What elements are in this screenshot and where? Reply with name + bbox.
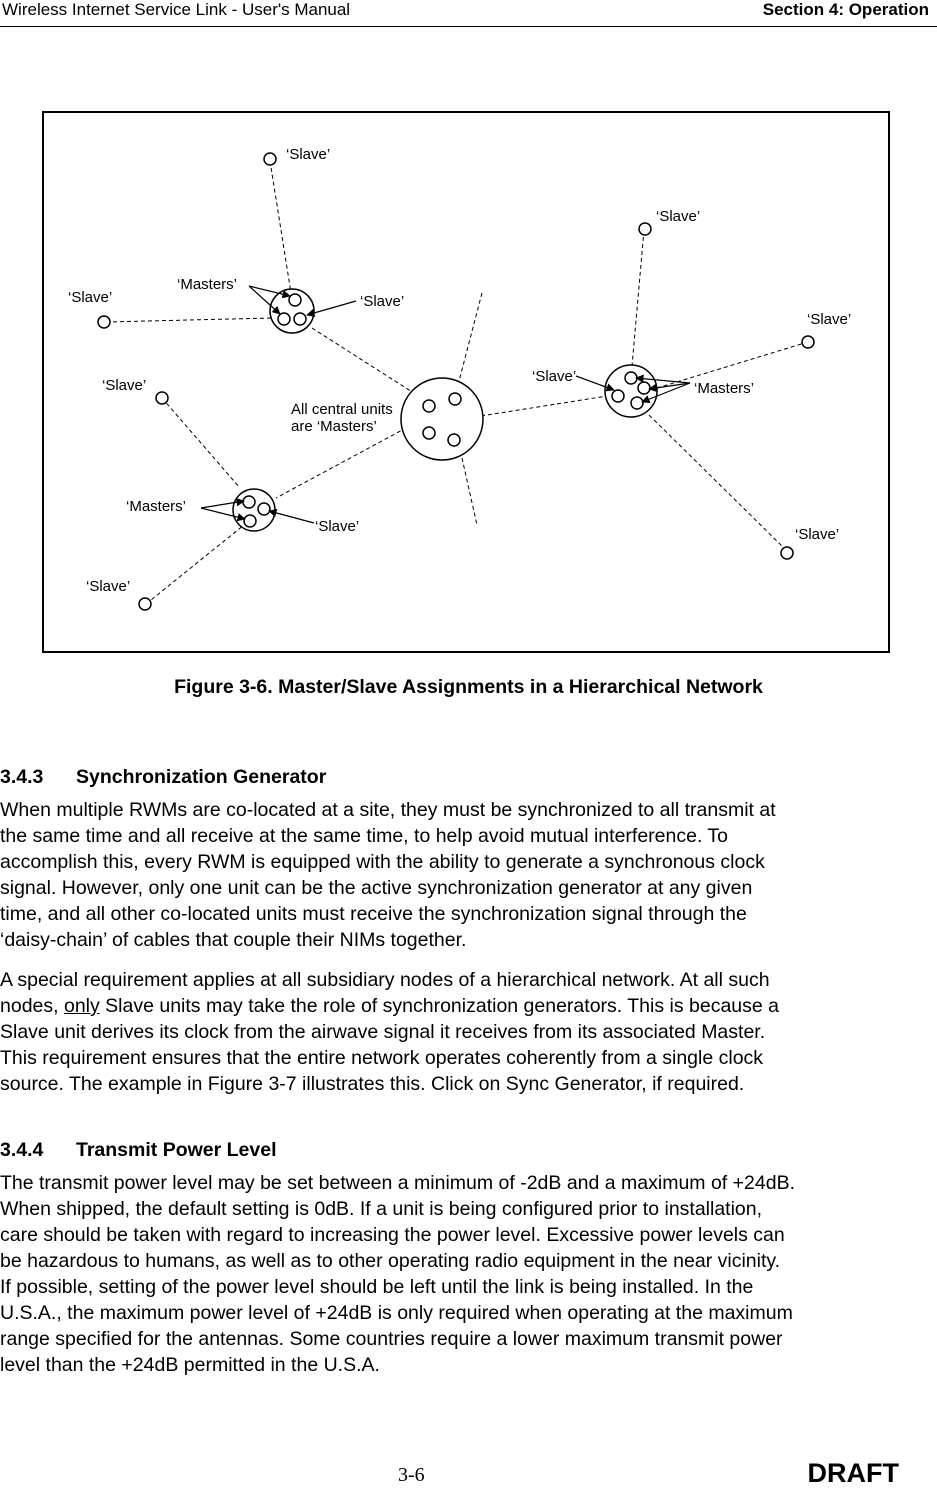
section-heading-sync: [0, 766, 326, 789]
text-line: This requirement ensures that the entire network operates coherently from a single clock: [0, 1047, 764, 1069]
text-line: When shipped, the default setting is 0dB. If a unit is being configured prior to installation,: [0, 1198, 763, 1220]
text-line: be hazardous to humans, as well as to other operating radio equipment in the near vicinity.: [0, 1250, 781, 1272]
label-central-line2: are ‘Masters’: [291, 418, 377, 435]
link-node-b-slave-bottom: [649, 415, 787, 551]
hub-node-c: [233, 489, 275, 531]
text-line: accomplish this, every RWM is equipped with the ability to generate a synchronous clock: [0, 851, 765, 873]
section-number: 3.4.3: [0, 766, 44, 788]
slave-unit-bottom-left: [139, 598, 151, 610]
header-section: Section 4: Operation: [762, 0, 929, 19]
arrow-slave-c: [269, 511, 314, 523]
label-slave-left: ‘Slave’: [68, 289, 113, 306]
text-line: The transmit power level may be set between a minimum of -2dB and a maximum of +24dB.: [0, 1172, 795, 1194]
label-slave-node-a: ‘Slave’: [360, 293, 405, 310]
section-title: Transmit Power Level: [76, 1139, 277, 1161]
label-slave-node-b: ‘Slave’: [532, 368, 577, 385]
slave-unit-left-lower: [156, 392, 168, 404]
hub-node-b: [605, 365, 657, 417]
label-slave-bottom-left: ‘Slave’: [86, 578, 131, 595]
text-line: signal. However, only one unit can be the active synchronization generator at any given: [0, 877, 753, 899]
text-run: Slave units may take the role of synchronization generators. This is because a: [99, 995, 780, 1017]
text-line: the same time and all receive at the same time, to help avoid mutual interference. To: [0, 825, 729, 847]
text-line: range specified for the antennas. Some countries require a lower maximum transmit power: [0, 1328, 783, 1350]
text-line: source. The example in Figure 3-7 illustrates this. Click on Sync Generator, if required.: [0, 1073, 745, 1095]
label-slave-node-c: ‘Slave’: [315, 518, 360, 535]
section-title: Synchronization Generator: [76, 766, 327, 788]
network-diagram: [42, 111, 890, 653]
text-run: nodes,: [0, 995, 64, 1017]
label-slave-left-lower: ‘Slave’: [102, 377, 147, 394]
link-center-lower: [462, 458, 477, 525]
text-line: Slave unit derives its clock from the airwave signal it receives from its associated Master.: [0, 1021, 766, 1043]
text-line: level than the +24dB permitted in the U.S.A.: [0, 1354, 380, 1376]
label-masters-a: ‘Masters’: [177, 276, 238, 293]
text-line: care should be taken with regard to increasing the power level. Excessive power levels can: [0, 1224, 785, 1246]
text-line: If possible, setting of the power level should be left until the link is being installed. In the: [0, 1276, 754, 1298]
link-left-slave: [106, 318, 272, 322]
label-slave-right-top: ‘Slave’: [656, 208, 701, 225]
label-slave-top: ‘Slave’: [286, 146, 331, 163]
label-masters-c: ‘Masters’: [126, 498, 187, 515]
hub-central: [401, 378, 483, 460]
link-node-a-center: [312, 328, 420, 397]
section-heading-power: [0, 1139, 277, 1162]
label-slave-right: ‘Slave’: [807, 311, 852, 328]
underlined-word: only: [63, 995, 100, 1017]
slave-unit-right: [802, 336, 814, 348]
header-title: Wireless Internet Service Link - User's Manual: [2, 0, 351, 19]
label-slave-right-bottom: ‘Slave’: [795, 526, 840, 543]
paragraph-sync-1: [0, 797, 937, 953]
text-line: time, and all other co-located units must receive the synchronization signal through the: [0, 903, 747, 925]
text-line: [0, 993, 937, 1019]
header-rule: [0, 26, 937, 27]
text-line: When multiple RWMs are co-located at a site, they must be synchronized to all transmit at: [0, 799, 776, 821]
label-central-line1: All central units: [291, 401, 393, 418]
slave-unit-left: [98, 316, 110, 328]
draft-stamp: DRAFT: [807, 1458, 899, 1488]
text-line: A special requirement applies at all subsidiary nodes of a hierarchical network. At all such: [0, 969, 770, 991]
link-node-c-slave-lower: [146, 525, 244, 604]
text-line: ‘daisy-chain’ of cables that couple their NIMs together.: [0, 929, 467, 951]
link-node-c-slave-upper: [162, 398, 240, 488]
link-center-node-b: [481, 396, 607, 416]
slave-unit-top: [264, 153, 276, 165]
link-top-slave: [270, 161, 291, 293]
figure-caption: Figure 3-6. Master/Slave Assignments in a Hierarchical Network: [174, 676, 763, 698]
paragraph-power: [0, 1170, 937, 1378]
section-number: 3.4.4: [0, 1139, 44, 1161]
link-node-b-slave-top: [632, 230, 644, 366]
page-number: 3-6: [398, 1464, 425, 1486]
link-center-upper: [458, 293, 482, 385]
network-diagram-svg: [44, 113, 888, 651]
text-line: U.S.A., the maximum power level of +24dB is only required when operating at the maximum: [0, 1302, 793, 1324]
slave-unit-right-top: [639, 223, 651, 235]
paragraph-sync-2: [0, 967, 937, 1097]
slave-unit-right-bottom: [781, 547, 793, 559]
label-masters-b: ‘Masters’: [694, 380, 755, 397]
